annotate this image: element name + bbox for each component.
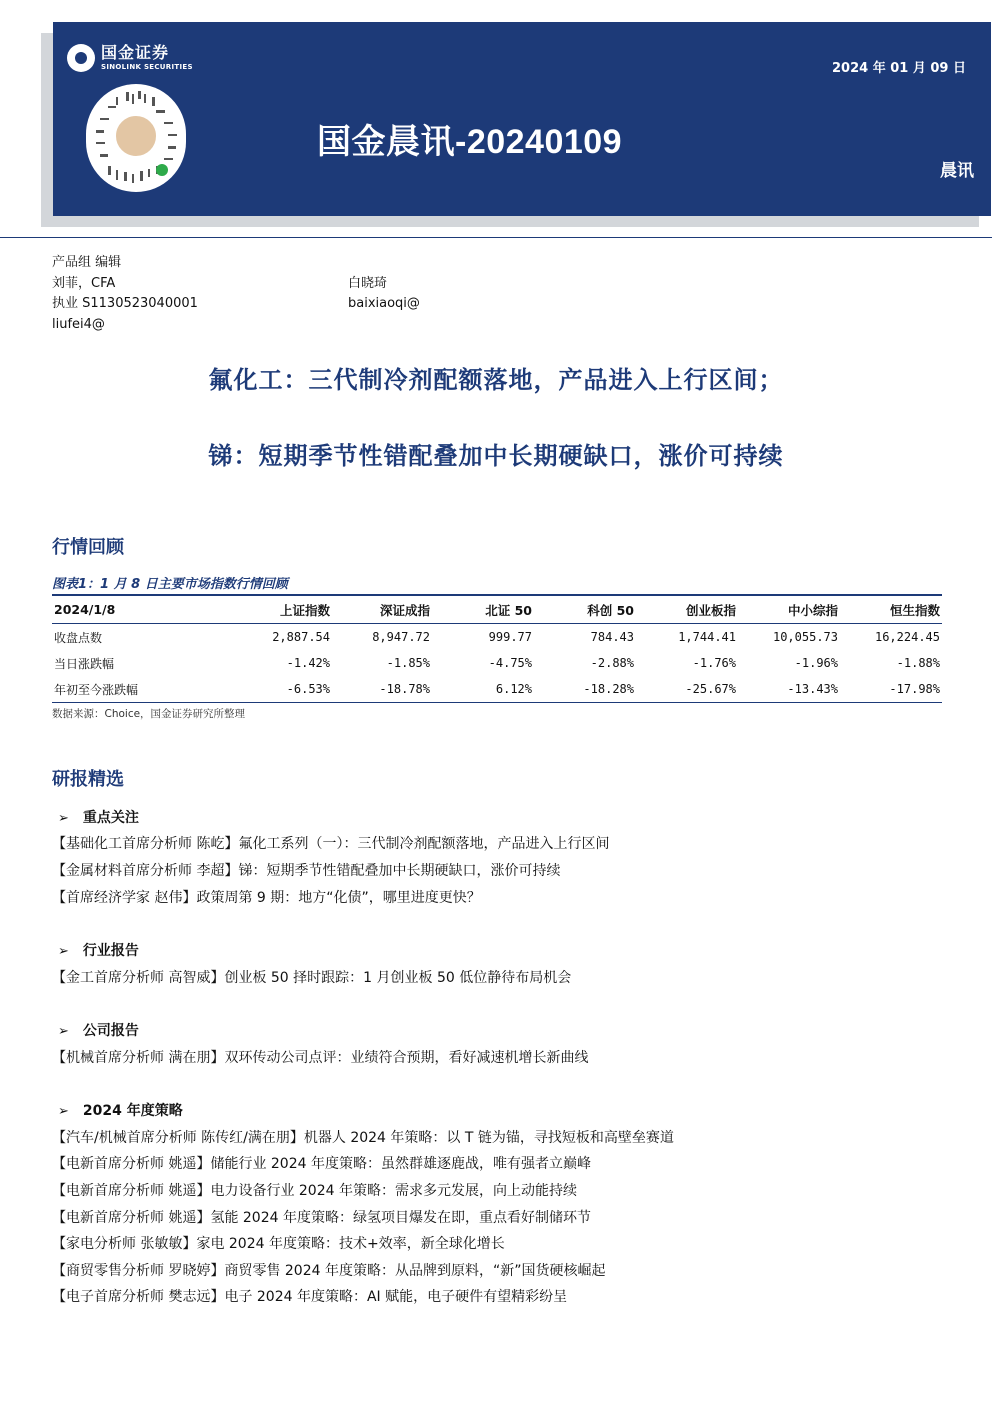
report-item[interactable]: 【机械首席分析师 满在朋】双环传动公司点评：业绩符合预期，看好减速机增长新曲线 xyxy=(52,1050,589,1066)
table-cell: -1.96% xyxy=(794,656,838,670)
table-cell: -25.67% xyxy=(636,676,738,703)
table-row xyxy=(52,676,942,703)
column-header: 中小综指 xyxy=(738,595,840,624)
report-item[interactable]: 【金属材料首席分析师 李超】锑：短期季节性错配叠加中长期硬缺口，涨价可持续 xyxy=(52,863,561,879)
report-item[interactable]: 【基础化工首席分析师 陈屹】氟化工系列（一）：三代制冷剂配额落地，产品进入上行区间 xyxy=(52,836,610,852)
table-cell: -18.28% xyxy=(534,676,636,703)
table-cell: -1.85% xyxy=(386,656,430,670)
arrow-bullet-icon: ➢ xyxy=(58,811,69,826)
report-item[interactable]: 【金工首席分析师 高智威】创业板 50 择时跟踪：1 月创业板 50 低位静待布局机会 xyxy=(52,970,572,986)
group-heading-strategy xyxy=(58,1100,183,1120)
table-cell: -6.53% xyxy=(184,676,332,703)
table-cell: -17.98% xyxy=(840,676,942,703)
report-item[interactable]: 【电新首席分析师 姚遥】氢能 2024 年度策略：绿氢项目爆发在即，重点看好制储环节 xyxy=(52,1210,591,1226)
table-cell: -1.76% xyxy=(692,656,736,670)
headline-1: 氟化工：三代制冷剂配额落地，产品进入上行区间； xyxy=(208,366,784,394)
report-date: 2024 年 01 月 09 日 xyxy=(832,61,966,76)
column-header: 恒生指数 xyxy=(840,595,942,624)
headline-2: 锑：短期季节性错配叠加中长期硬缺口，涨价可持续 xyxy=(208,442,784,470)
group-heading-focus xyxy=(58,807,139,827)
header-rule xyxy=(0,237,992,238)
qr-center-logo xyxy=(114,114,158,158)
table-cell: -13.43% xyxy=(738,676,840,703)
table-header-row xyxy=(52,595,942,624)
table-cell: -18.78% xyxy=(332,676,432,703)
column-header: 创业板指 xyxy=(636,595,738,624)
author-block-right xyxy=(348,274,420,315)
group-title: 行业报告 xyxy=(82,943,139,959)
report-title: 国金晨讯-20240109 xyxy=(317,123,623,161)
row-label: 年初至今涨跌幅 xyxy=(52,676,184,703)
table-cell: 10,055.73 xyxy=(772,630,838,644)
column-header: 北证 50 xyxy=(432,595,534,624)
column-header: 2024/1/8 xyxy=(52,595,184,624)
group-heading-company xyxy=(58,1020,139,1040)
group-title: 重点关注 xyxy=(82,810,139,826)
table-cell: -1.42% xyxy=(286,656,330,670)
table-source: 数据来源：Choice，国金证券研究所整理 xyxy=(52,708,246,720)
row-label: 收盘点数 xyxy=(54,630,103,645)
qr-code-icon xyxy=(86,84,186,192)
table-cell: 8,947.72 xyxy=(372,630,430,644)
table-cell: 1,744.41 xyxy=(678,630,736,644)
table-row xyxy=(52,650,942,676)
author-name: 白晓琦 xyxy=(348,275,388,291)
table-cell: 784.43 xyxy=(590,630,634,644)
market-index-table xyxy=(52,594,942,703)
group-title: 公司报告 xyxy=(82,1023,139,1039)
arrow-bullet-icon: ➢ xyxy=(58,1104,69,1119)
author-name: 刘菲，CFA xyxy=(52,275,116,291)
table-cell: -1.88% xyxy=(896,656,940,670)
table-cell: 6.12% xyxy=(432,676,534,703)
column-header: 科创 50 xyxy=(534,595,636,624)
table-row xyxy=(52,624,942,651)
column-header: 深证成指 xyxy=(332,595,432,624)
logo-cn: 国金证券 xyxy=(101,43,170,62)
table-caption: 图表1：1 月 8 日主要市场指数行情回顾 xyxy=(52,577,288,592)
arrow-bullet-icon: ➢ xyxy=(58,1024,69,1039)
table-cell: 2,887.54 xyxy=(272,630,330,644)
author-license: 执业 S1130523040001 xyxy=(52,296,198,311)
section-title-market: 行情回顾 xyxy=(52,537,124,558)
author-block-left xyxy=(52,253,198,335)
table-cell: -4.75% xyxy=(488,656,532,670)
report-item[interactable]: 【首席经济学家 赵伟】政策周第 9 期：地方“化债”，哪里进度更快？ xyxy=(52,890,481,906)
report-item[interactable]: 【电新首席分析师 姚遥】电力设备行业 2024 年策略：需求多元发展，向上动能持续 xyxy=(52,1183,577,1199)
logo-mark-icon xyxy=(67,44,95,72)
arrow-bullet-icon: ➢ xyxy=(58,944,69,959)
author-email[interactable]: liufei4@ xyxy=(52,316,105,332)
report-item[interactable]: 【电新首席分析师 姚遥】储能行业 2024 年度策略：虽然群雄逐鹿战，唯有强者立巅峰 xyxy=(52,1156,591,1172)
table-cell: 16,224.45 xyxy=(874,630,940,644)
section-title-research: 研报精选 xyxy=(52,769,124,790)
logo-en: SINOLINK SECURITIES xyxy=(101,63,193,71)
row-label: 当日涨跌幅 xyxy=(54,656,115,671)
company-logo xyxy=(67,44,193,72)
group-heading-industry xyxy=(58,940,139,960)
author-email[interactable]: baixiaoqi@ xyxy=(348,296,420,311)
table-cell: -2.88% xyxy=(590,656,634,670)
author-group: 产品组 编辑 xyxy=(52,255,122,270)
report-type: 晨讯 xyxy=(940,161,974,181)
table-cell: 999.77 xyxy=(488,630,532,644)
report-item[interactable]: 【商贸零售分析师 罗晓婷】商贸零售 2024 年度策略：从品牌到原料，“新”国货硬核崛起 xyxy=(52,1263,606,1279)
report-item[interactable]: 【家电分析师 张敏敏】家电 2024 年度策略：技术+效率，新全球化增长 xyxy=(52,1236,505,1252)
column-header: 上证指数 xyxy=(184,595,332,624)
report-item[interactable]: 【汽车/机械首席分析师 陈传红/满在朋】机器人 2024 年策略：以 T 链为锚，寻找短板和高壁垒赛道 xyxy=(52,1130,674,1146)
report-item[interactable]: 【电子首席分析师 樊志远】电子 2024 年度策略：AI 赋能，电子硬件有望精彩纷呈 xyxy=(52,1289,568,1305)
group-title: 2024 年度策略 xyxy=(82,1103,183,1119)
